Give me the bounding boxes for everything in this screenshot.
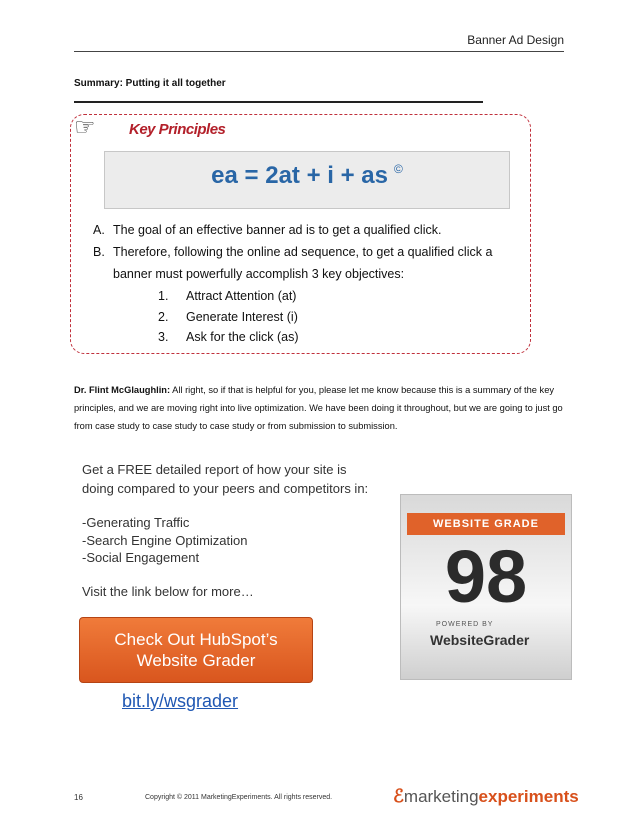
header-title: Banner Ad Design — [467, 33, 564, 47]
button-line-1: Check Out HubSpot’s — [114, 630, 278, 649]
footer-logo — [393, 786, 579, 807]
badge-score: 98 — [444, 535, 528, 618]
list-item-a: The goal of an effective banner ad is to get a qualified click. — [113, 223, 442, 237]
objective-number: 1. — [158, 289, 169, 303]
transcript-paragraph — [74, 381, 574, 435]
objective-item: Generate Interest (i) — [186, 310, 298, 324]
page-number: 16 — [74, 793, 83, 802]
ad-line: -Search Engine Optimization — [82, 533, 248, 548]
list-item-b-line2: banner must powerfully accomplish 3 key objectives: — [113, 267, 405, 281]
list-letter-a: A. — [93, 223, 105, 237]
ad-line: Get a FREE detailed report of how your site is — [82, 462, 347, 477]
logo-text-light: marketing — [403, 787, 479, 806]
copyright-text: Copyright © 2011 MarketingExperiments. All rights reserved. — [145, 794, 333, 801]
ad-line: -Social Engagement — [82, 550, 200, 565]
header-divider — [74, 51, 564, 52]
ad-line: doing compared to your peers and competitors in: — [82, 481, 369, 496]
summary-title: Summary: Putting it all together — [74, 78, 226, 89]
button-line-2: Website Grader — [136, 651, 256, 670]
objective-number: 3. — [158, 330, 169, 344]
hubspot-grader-button[interactable] — [79, 617, 313, 683]
ad-line: Visit the link below for more… — [82, 584, 254, 599]
copyright-mark: © — [393, 162, 403, 176]
wsgrader-link[interactable]: bit.ly/wsgrader — [122, 691, 239, 711]
ad-line: -Generating Traffic — [82, 515, 190, 530]
badge-header: WEBSITE GRADE — [407, 513, 565, 535]
paragraph-text: All right, so if that is helpful for you, please let me know because this is a summary of the key principles, and we are moving right into live optimization. We have been doing it throughout, but we are going to just go from case study to case study to case study or from submission to submission. — [74, 385, 563, 431]
logo-mark-icon: ℰ — [393, 786, 404, 806]
speaker-name: Dr. Flint McGlaughlin: — [74, 385, 171, 395]
badge-brand: WebsiteGrader — [430, 632, 530, 648]
list-item-b-line1: Therefore, following the online ad sequence, to get a qualified click a — [113, 245, 493, 259]
objective-item: Ask for the click (as) — [186, 330, 299, 344]
pointing-hand-icon: ☞ — [74, 114, 96, 141]
objective-number: 2. — [158, 310, 169, 324]
formula — [104, 162, 510, 190]
formula-text: ea = 2at + i + as — [211, 162, 388, 189]
key-principles-title: Key Principles — [129, 121, 226, 138]
summary-divider — [74, 101, 483, 103]
objective-item: Attract Attention (at) — [186, 289, 297, 303]
badge-powered-by: POWERED BY — [436, 621, 494, 628]
list-letter-b: B. — [93, 245, 105, 259]
logo-text-bold: experiments — [478, 787, 579, 806]
